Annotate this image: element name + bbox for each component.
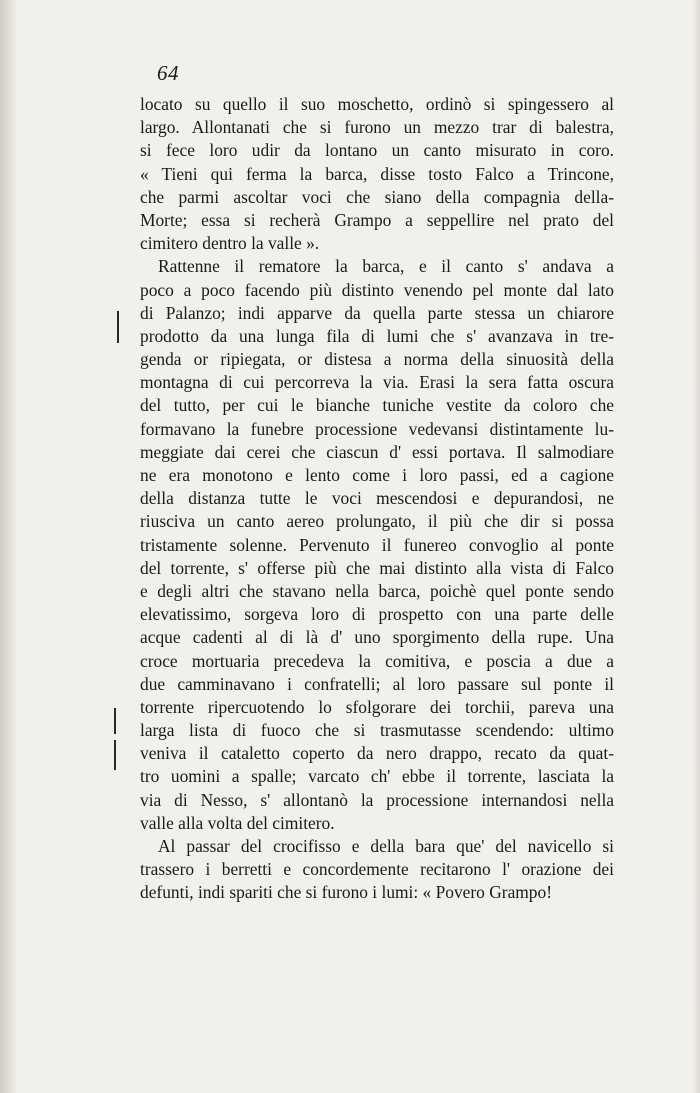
text-line: due camminavano i confratelli; al loro passare sul ponte il <box>140 673 614 694</box>
text-line: del tutto, per cui le bianche tuniche vestite da coloro che <box>140 395 614 416</box>
text-line: Al passar del crocifisso e della bara que' del navicello si <box>158 836 614 856</box>
margin-mark <box>114 708 116 734</box>
text-line: montagna di cui percorreva la via. Erasi la sera fatta oscura <box>140 372 614 393</box>
paragraph <box>140 835 614 905</box>
text-line: larga lista di fuoco che si trasmutasse scendendo: ultimo <box>140 720 614 741</box>
text-line: Morte; essa si recherà Grampo a seppellire nel prato del <box>140 209 614 230</box>
text-line: tro uomini a spalle; varcato ch' ebbe il torrente, lasciata la <box>140 766 614 787</box>
text-line: genda or ripiegata, or distesa a norma della sinuosità della <box>140 349 614 370</box>
page-gutter-shadow <box>0 0 18 1093</box>
text-line: veniva il cataletto coperto da nero drappo, recato da quat- <box>140 743 614 764</box>
text-line: di Palanzo; indi apparve da quella parte stessa un chiarore <box>140 302 614 323</box>
text-line: torrente ripercuotendo lo sfolgorare dei torchii, pareva una <box>140 696 614 717</box>
text-line: valle alla volta del cimitero. <box>140 812 335 833</box>
text-line: croce mortuaria precedeva la comitiva, e poscia a due a <box>140 650 614 671</box>
text-line: formavano la funebre processione vedevansi distintamente lu- <box>140 418 614 439</box>
text-line: trassero i berretti e concordemente recitarono l' orazione dei <box>140 859 614 880</box>
text-line: e degli altri che stavano nella barca, poichè quel ponte sendo <box>140 580 614 601</box>
text-line: del torrente, s' offerse più che mai distinto alla vista di Falco <box>140 557 614 578</box>
margin-mark <box>117 311 119 343</box>
text-line: elevatissimo, sorgeva loro di prospetto con una parte delle <box>140 604 614 625</box>
text-line: defunti, indi spariti che si furono i lumi: « Povero Grampo! <box>140 882 552 903</box>
text-line: poco a poco facendo più distinto venendo pel monte dal lato <box>140 279 614 300</box>
page-number: 64 <box>157 61 179 85</box>
text-line: largo. Allontanati che si furono un mezzo trar di balestra, <box>140 117 614 138</box>
margin-mark <box>114 740 116 770</box>
text-line: Rattenne il rematore la barca, e il canto s' andava a <box>158 256 614 277</box>
paragraph <box>140 93 614 255</box>
text-line: prodotto da una lunga fila di lumi che s' avanzava in tre- <box>140 325 614 346</box>
text-line: via di Nesso, s' allontanò la processione internandosi nella <box>140 789 614 810</box>
text-line: locato su quello il suo moschetto, ordinò si spingessero al <box>140 94 614 114</box>
text-line: che parmi ascoltar voci che siano della compagnia della- <box>140 186 614 207</box>
text-line: si fece loro udir da lontano un canto misurato in coro. <box>140 140 614 161</box>
text-line: cimitero dentro la valle ». <box>140 233 320 254</box>
text-line: della distanza tutte le voci mescendosi e depurandosi, ne <box>140 488 614 509</box>
page-edge-shadow <box>692 0 700 1093</box>
text-line: tristamente solenne. Pervenuto il funereo convoglio al ponte <box>140 534 614 555</box>
text-line: ne era monotono e lento come i loro passi, ed a cagione <box>140 465 614 485</box>
text-line: acque cadenti al di là d' uno sporgimento della rupe. Una <box>140 627 614 648</box>
text-line: riusciva un canto aereo prolungato, il più che dir si possa <box>140 511 614 532</box>
text-line: « Tieni qui ferma la barca, disse tosto Falco a Trincone, <box>140 163 614 184</box>
paragraph <box>140 255 614 835</box>
text-line: meggiate dai cerei che ciascun d' essi portava. Il salmodiare <box>140 441 614 462</box>
body-text <box>140 93 614 905</box>
